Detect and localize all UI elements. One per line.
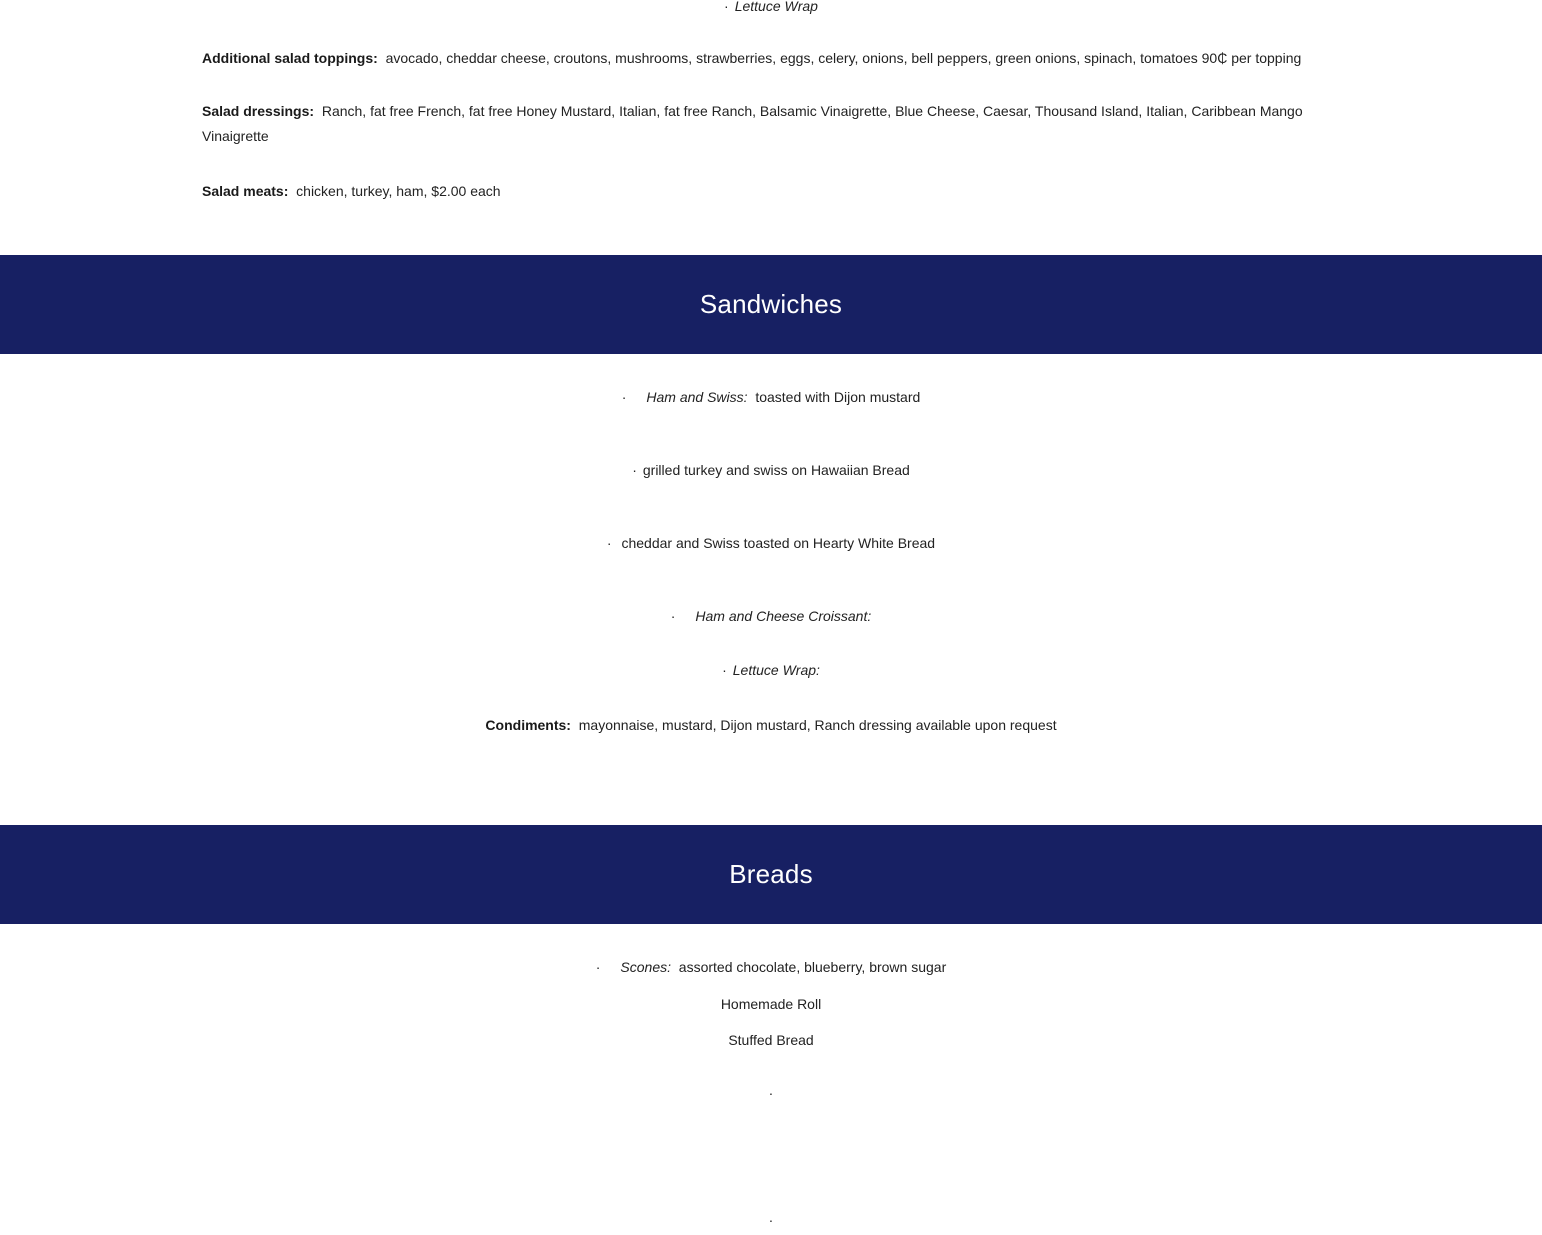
sandwich-item-grilled-turkey bbox=[0, 460, 1542, 480]
sandwich-item-name: Ham and Cheese Croissant: bbox=[695, 608, 872, 624]
salad-toppings-line bbox=[202, 48, 1301, 68]
bread-item-homemade-roll bbox=[0, 994, 1542, 1014]
sandwiches-heading: Sandwiches bbox=[699, 289, 843, 319]
bullet: · bbox=[632, 462, 637, 478]
salad-dressings-label: Salad dressings: bbox=[202, 103, 315, 119]
sandwich-item-lettuce-wrap bbox=[0, 660, 1542, 680]
bullet: . bbox=[769, 1082, 773, 1098]
salad-item-lettuce-wrap bbox=[0, 0, 1542, 16]
sandwich-item-name: Lettuce Wrap: bbox=[732, 662, 820, 678]
bread-item-scones bbox=[0, 957, 1542, 977]
breads-heading: Breads bbox=[729, 859, 813, 889]
bullet: · bbox=[722, 662, 727, 678]
bullet: . bbox=[769, 1209, 773, 1225]
sandwiches-section-header bbox=[0, 255, 1542, 354]
salad-meats-line bbox=[202, 181, 501, 201]
salad-meats-text: chicken, turkey, ham, $2.00 each bbox=[296, 183, 501, 199]
bread-item-label: Stuffed Bread bbox=[728, 1032, 814, 1048]
salad-dressings-text: Ranch, fat free French, fat free Honey Mustard, Italian, fat free Ranch, Balsamic Vinaigrette, Blue Cheese, Caesar, Thousand Island, Italian, Caribbean Mango Vinaigrette bbox=[202, 103, 1303, 144]
bullet: · bbox=[621, 389, 627, 405]
bullet: · bbox=[606, 535, 612, 551]
salad-meats-label: Salad meats: bbox=[202, 183, 289, 199]
bullet: · bbox=[595, 959, 601, 975]
sandwich-item-ham-swiss bbox=[0, 387, 1542, 407]
trailing-bullet bbox=[0, 1080, 1542, 1100]
sandwich-item-name: Ham and Swiss: bbox=[646, 389, 748, 405]
breads-section-header bbox=[0, 825, 1542, 924]
condiments-line bbox=[0, 715, 1542, 735]
condiments-label: Condiments: bbox=[485, 717, 571, 733]
sandwich-item-desc: cheddar and Swiss toasted on Hearty White Bread bbox=[621, 535, 936, 551]
condiments-text: mayonnaise, mustard, Dijon mustard, Ranch dressing available upon request bbox=[578, 717, 1057, 733]
bread-item-label: Homemade Roll bbox=[720, 996, 822, 1012]
bullet: · bbox=[670, 608, 676, 624]
sandwich-item-desc: toasted with Dijon mustard bbox=[755, 389, 921, 405]
trailing-bullet bbox=[0, 1207, 1542, 1227]
salad-item-name: Lettuce Wrap bbox=[734, 0, 818, 14]
sandwich-item-croissant bbox=[0, 606, 1542, 626]
sandwich-item-cheddar-swiss bbox=[0, 533, 1542, 553]
sandwich-item-desc: grilled turkey and swiss on Hawaiian Bread bbox=[642, 462, 910, 478]
bread-item-name: Scones: bbox=[620, 959, 672, 975]
salad-dressings-paragraph bbox=[202, 99, 1312, 149]
salad-toppings-label: Additional salad toppings: bbox=[202, 50, 378, 66]
salad-toppings-text: avocado, cheddar cheese, croutons, mushrooms, strawberries, eggs, celery, onions, bell peppers, green onions, spinach, tomatoes 90₵ per topping bbox=[385, 50, 1302, 66]
bullet: · bbox=[724, 0, 729, 14]
bread-item-desc: assorted chocolate, blueberry, brown sugar bbox=[678, 959, 947, 975]
bread-item-stuffed-bread bbox=[0, 1030, 1542, 1050]
